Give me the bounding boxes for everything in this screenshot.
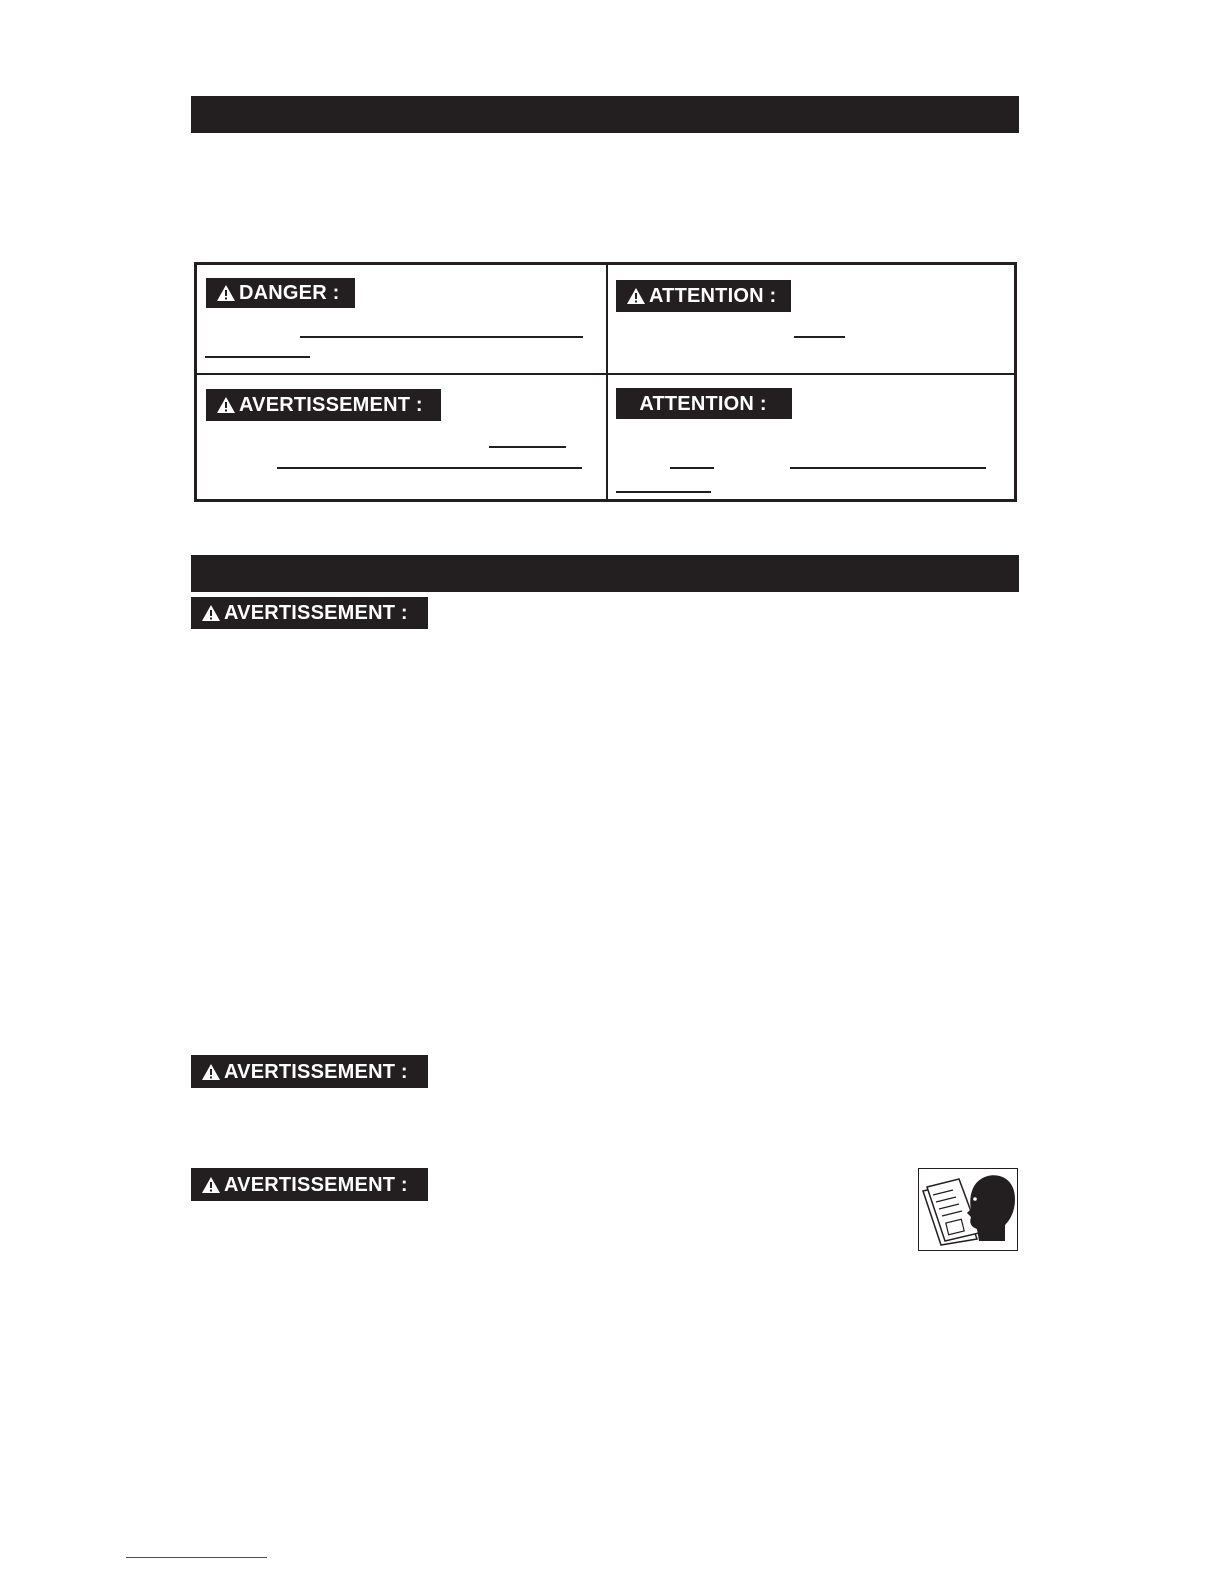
section-header-bar-2 (191, 555, 1019, 592)
avertissement-label: AVERTISSEMENT : (224, 1060, 408, 1083)
warning-triangle-icon (216, 396, 236, 414)
avertissement-underline-1 (489, 446, 566, 448)
warning-triangle-icon (201, 1176, 221, 1194)
danger-underline-1 (300, 336, 583, 338)
danger-label: DANGER : (239, 282, 340, 304)
attention-underline-2 (790, 467, 986, 469)
warning-triangle-icon (216, 284, 236, 302)
section-header-bar-1 (191, 96, 1019, 133)
attention-underline-1 (670, 467, 714, 469)
warning-triangle-icon (201, 1063, 221, 1081)
attention-badge (616, 388, 792, 419)
warning-triangle-icon (201, 604, 221, 622)
avertissement-underline-2 (277, 467, 582, 469)
avertissement-badge-table (206, 389, 441, 421)
avertissement-label: AVERTISSEMENT : (224, 1173, 408, 1196)
danger-underline-2 (205, 356, 310, 358)
attention-underline-3 (616, 491, 711, 493)
danger-badge (206, 278, 355, 308)
read-manual-icon (918, 1168, 1018, 1251)
avertissement-badge-2 (191, 1055, 428, 1088)
avertissement-label: AVERTISSEMENT : (224, 602, 408, 624)
attention-warning-badge (616, 280, 791, 312)
avertissement-badge-1 (191, 597, 428, 629)
avertissement-label: AVERTISSEMENT : (239, 394, 423, 416)
footer-link-underline[interactable] (126, 1557, 267, 1558)
attention-warning-label: ATTENTION : (649, 285, 777, 307)
avertissement-badge-3 (191, 1168, 428, 1201)
table-divider-horizontal (197, 373, 1014, 375)
warning-triangle-icon (626, 287, 646, 305)
table-divider-vertical (606, 265, 608, 499)
attention-label: ATTENTION : (639, 392, 767, 415)
attention-warning-underline (794, 336, 845, 338)
